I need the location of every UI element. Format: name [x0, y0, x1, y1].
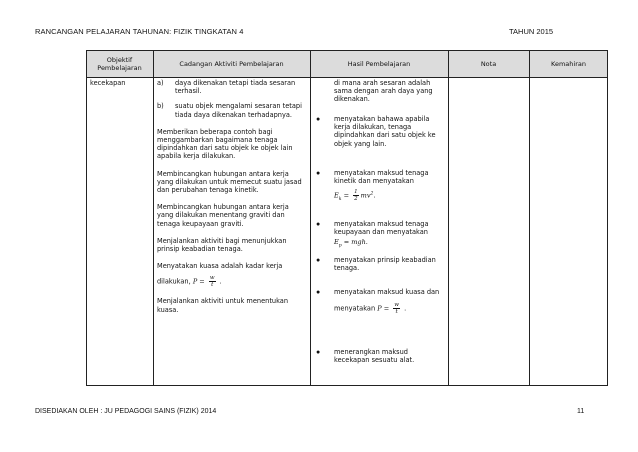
column-divider: [310, 50, 311, 386]
objektif-cell-text: kecekapan: [90, 79, 126, 87]
column-divider: [448, 50, 449, 386]
bullet-icon: ●: [316, 221, 321, 228]
column-header-cadangan: Cadangan Aktiviti Pembelajaran: [179, 60, 284, 68]
column-divider: [153, 50, 154, 386]
bullet-icon: ●: [316, 289, 321, 296]
document-header-title: RANCANGAN PELAJARAN TAHUNAN: FIZIK TINGKATAN 4: [35, 27, 244, 36]
hasil-item: menyatakan bahawa apabila kerja dilakukan, tenaga dipindahkan dari satu objek ke objek yang lain.: [334, 115, 436, 148]
column-header-nota: Nota: [480, 60, 497, 68]
hasil-item: menyatakan prinsip keabadian tenaga.: [334, 256, 436, 273]
bullet-icon: ●: [316, 349, 321, 356]
activity-paragraph: Menjalankan aktiviti bagi menunjukkan prinsip keabadian tenaga.: [157, 236, 287, 254]
activity-paragraph: Memberikan beberapa contoh bagi menggambarkan bagaimana tenaga dipindahkan dari satu objek ke objek lain apabila kerja dilakukan.: [157, 127, 293, 161]
activity-paragraph: Menjalankan aktiviti untuk menentukan kuasa.: [157, 297, 289, 314]
bullet-icon: ●: [316, 116, 321, 123]
page-number: 11: [577, 408, 585, 415]
activity-paragraph: Membincangkan hubungan antara kerja yang dilakukan untuk memecut suatu jasad dan perubahan tenaga kinetik.: [157, 169, 302, 195]
hasil-item: menyatakan maksud tenaga kinetik dan menyatakan $E_k$ = $\frac{1}{2}$ $mv^2$.: [334, 169, 429, 203]
cadangan-cell: [157, 79, 307, 321]
document-footer-credit: DISEDIAKAN OLEH : JU PEDAGOGI SAINS (FIZIK) 2014: [35, 408, 217, 415]
hasil-item: menerangkan maksud kecekapan sesuatu alat.: [334, 348, 415, 365]
activity-paragraph: Membincangkan hubungan antara kerja yang dilakukan menentang graviti dan tenaga keupayaan graviti.: [157, 203, 289, 228]
power-formula-line: dilakukan, P = $\frac{w}{t}$ .: [157, 275, 222, 289]
activity-paragraph: Menyatakan kuasa adalah kadar kerja: [157, 262, 283, 271]
column-divider: [529, 50, 530, 386]
hasil-continuation: di mana arah sesaran adalah sama dengan arah daya yang dikenakan.: [334, 79, 433, 104]
hasil-item: menyatakan maksud tenaga keupayaan dan menyatakan $E_p$ = mgh.: [334, 220, 429, 249]
bullet-icon: ●: [316, 170, 321, 177]
bullet-icon: ●: [316, 257, 321, 264]
column-header-hasil: Hasil Pembelajaran: [347, 60, 411, 68]
list-item: b) suatu objek mengalami sesaran tetapi tiada daya dikenakan terhadapnya.: [157, 102, 302, 119]
hasil-item: menyatakan maksud kuasa dan menyatakan P = $\frac{w}{t}$ .: [334, 288, 440, 316]
column-header-kemahiran: Kemahiran: [551, 60, 586, 68]
document-header-year: TAHUN 2015: [509, 27, 554, 36]
column-header-objektif: Objektif Pembelajaran: [97, 56, 142, 72]
list-item: a) daya dikenakan tetapi tiada sesaran terhasil.: [157, 79, 296, 96]
